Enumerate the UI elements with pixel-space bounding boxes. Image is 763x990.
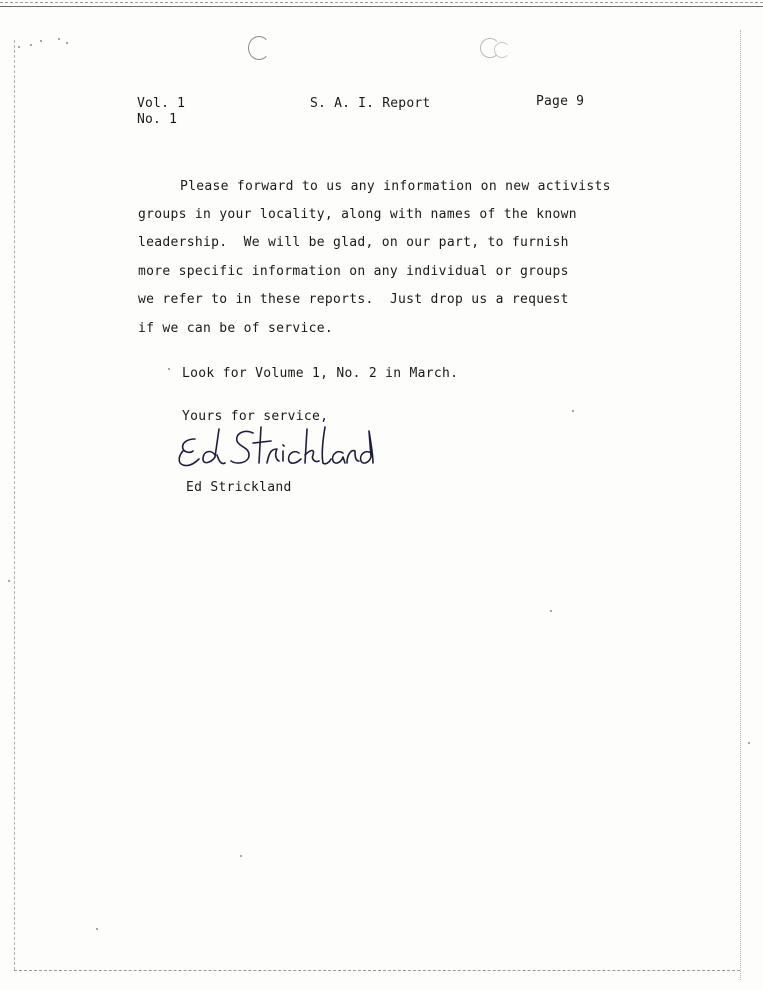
scan-speck	[40, 40, 42, 42]
scan-top-edge	[0, 2, 763, 4]
header-page-number: Page 9	[536, 94, 585, 109]
scan-speck	[18, 46, 20, 48]
handwritten-signature	[175, 425, 375, 475]
punch-hole-mark	[248, 36, 270, 60]
header-title: S. A. I. Report	[310, 96, 431, 111]
scan-bottom-edge	[14, 970, 740, 972]
body-line: more specific information on any individual or groups	[138, 264, 569, 279]
scan-speck	[748, 742, 750, 744]
header-number: No. 1	[137, 112, 178, 127]
scan-speck	[66, 42, 68, 44]
scan-left-edge	[14, 40, 16, 970]
scan-speck	[30, 44, 32, 46]
scan-right-edge	[740, 30, 742, 980]
scan-speck	[58, 38, 60, 40]
scan-speck	[572, 410, 574, 412]
scan-top-border	[0, 6, 763, 7]
body-line: leadership. We will be glad, on our part, to furnish	[138, 235, 569, 250]
closing-salutation: Yours for service,	[182, 409, 329, 424]
body-line: Please forward to us any information on new activists	[180, 179, 611, 194]
scan-speck	[168, 368, 170, 370]
header-volume: Vol. 1	[137, 96, 186, 111]
body-line: if we can be of service.	[138, 321, 334, 336]
body-line: groups in your locality, along with names of the known	[138, 207, 577, 222]
next-issue-note: Look for Volume 1, No. 2 in March.	[182, 366, 459, 381]
scan-speck	[550, 610, 552, 612]
scan-speck	[96, 928, 98, 930]
scan-speck	[8, 580, 10, 582]
body-line: we refer to in these reports. Just drop us a request	[138, 292, 569, 307]
scan-speck	[240, 855, 242, 857]
signer-name: Ed Strickland	[186, 480, 292, 495]
punch-hole-mark	[494, 42, 510, 58]
